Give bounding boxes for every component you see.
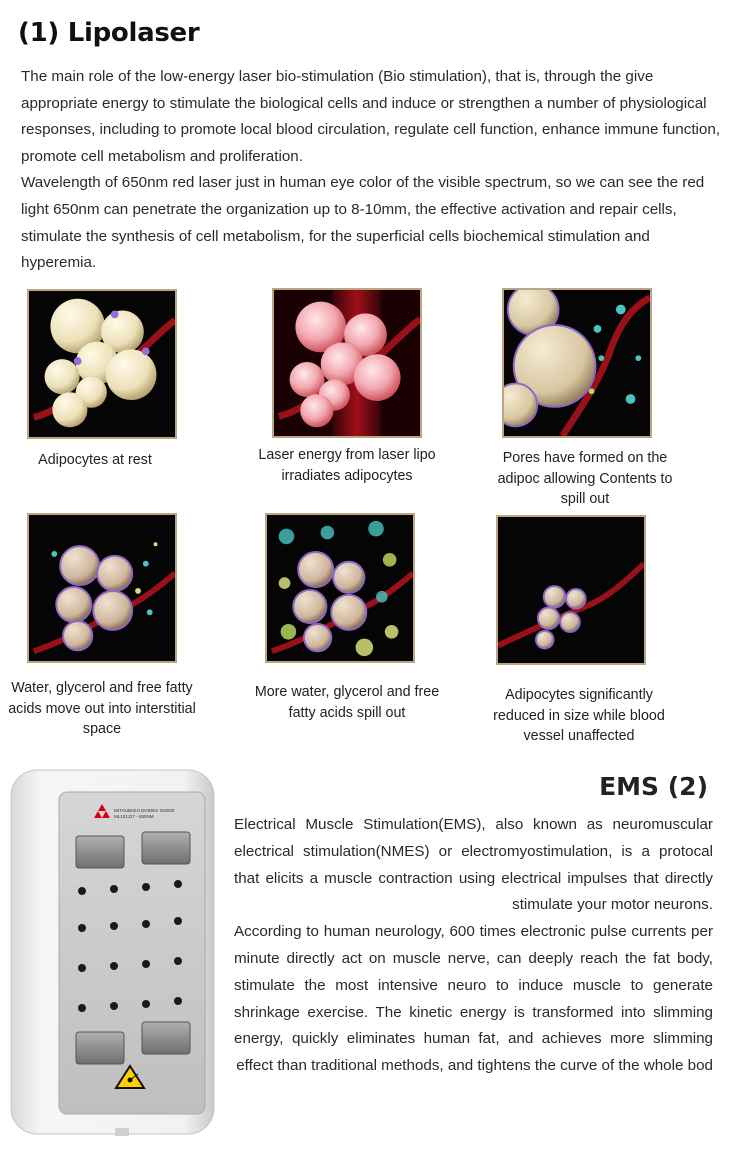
stage-image-pores-formed	[502, 288, 652, 438]
ems-description	[234, 812, 713, 1080]
stage-caption-1: Adipocytes at rest	[38, 452, 152, 468]
ems-paragraph-2: According to human neurology, 600 times electronic pulse currents per minute directly act on muscle nerve, can deeply reach the fat body, stimulate the most intensive neuro to induce muscle to generate shrinkage exercise. The kinetic energy is transformed into slimming energy, quickly eliminates human fat, and achieves more slimming effect than traditional methods, and tightens the curve of the whole bod	[234, 923, 713, 1075]
stage-caption-2: Laser energy from laser lipo irradiates adipocytes	[258, 447, 436, 484]
stage-caption-3: Pores have formed on the adipoc allowing Contents to spill out	[497, 450, 673, 507]
ems-paragraph-1: Electrical Muscle Stimulation(EMS), also known as neuromuscular electrical stimulation(NMES) or electromyostimulation, is a protocal that elicits a muscle contraction using electrical impulses that directly stimulate your motor neurons.	[234, 816, 713, 914]
device-brand-line-2: ML101J27 - 650NM	[114, 814, 154, 819]
lipolaser-pad-device-image	[10, 766, 215, 1138]
lipolaser-paragraph-1: The main role of the low-energy laser bio-stimulation (Bio stimulation), that is, through the give appropriate energy to stimulate the biological cells and induce or strengthen a number of physiological responses, including to promote local blood circulation, regulate cell function, enhance immune function, promote cell metabolism and proliferation.	[21, 68, 721, 165]
device-brand-line-1: MITSUBISHI DIODES INSIDE	[114, 808, 175, 813]
lipolaser-title: (1) Lipolaser	[18, 18, 200, 48]
stage-image-more-spill-out	[265, 513, 415, 663]
stage-caption-6: Adipocytes significantly reduced in size while blood vessel unaffected	[493, 687, 665, 744]
ems-title: EMS (2)	[599, 772, 708, 801]
stage-image-laser-irradiation	[272, 288, 422, 438]
stage-caption-5: More water, glycerol and free fatty acids spill out	[254, 684, 440, 721]
stage-image-contents-move-out	[27, 513, 177, 663]
stage-image-adipocytes-at-rest	[27, 289, 177, 439]
lipolaser-paragraph-2: Wavelength of 650nm red laser just in human eye color of the visible spectrum, so we can see the red light 650nm can penetrate the organization up to 8-10mm, the effective activation and repair cells, stimulate the synthesis of cell metabolism, for the superficial cells biochemical stimulation and hyperemia.	[21, 174, 705, 272]
stage-caption-4: Water, glycerol and free fatty acids move out into interstitial space	[8, 680, 196, 737]
lipolaser-description	[21, 64, 721, 277]
stage-image-reduced-adipocytes	[496, 515, 646, 665]
